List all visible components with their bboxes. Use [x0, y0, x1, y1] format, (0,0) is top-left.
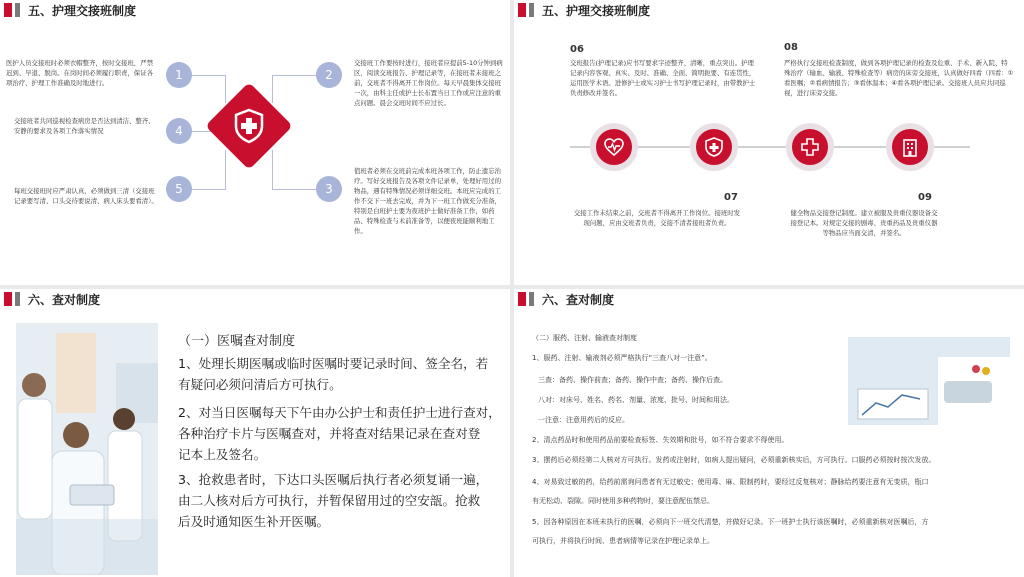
connector-2: [272, 75, 316, 76]
item-06-text: 交班报告(护理记录)应书写要求字迹整齐、清晰，重点突出。护理记录内容客观、真实、及时、准确、全面、简明扼要、有连贯性，运用医学术语。进修护士或实习护士书写护理记录时，由带教护士负责修改并签名。: [570, 59, 756, 97]
slide-header: [514, 0, 650, 20]
slide-handover-1: [0, 0, 510, 285]
slide-title: 六、查对制度: [28, 292, 101, 307]
slide-title: 五、护理交接班制度: [542, 3, 651, 18]
hospital-building-icon: [901, 137, 919, 157]
slide-checking-1: [0, 289, 510, 577]
doctors-illustration: [16, 323, 158, 575]
header-accent-gray: [15, 3, 20, 17]
item-09-number: 09: [918, 192, 932, 203]
header-accent-gray: [529, 292, 534, 306]
rule-item-4b: 有无松动、裂隙。同时使用多种药物时，要注意配伍禁忌。: [532, 497, 714, 505]
step-circle-4: 4: [166, 118, 192, 144]
step-circle-2: 2: [316, 62, 342, 88]
rule-item-1: 1、服药、注射、输液剂必须严格执行“三查八对一注意”。: [532, 354, 712, 362]
connector-5: [192, 189, 226, 190]
medical-shield-icon: [233, 108, 265, 144]
rule-line-5: 记本上及签名。: [178, 447, 267, 462]
step-circle-3: 3: [316, 176, 342, 202]
rule-item-5: 5、因各种原因在本班未执行的医嘱，必须向下一班交代清楚，并做好记录。下一班护士执行该医嘱时，必须重新核对医嘱后，方: [532, 518, 929, 526]
slide-header: [514, 289, 614, 309]
slide-handover-2: [514, 0, 1024, 285]
item-07-text: 交接工作未结束之前，交班者不得离开工作岗位。接班时发现问题，应由交班者负责，交接不清者接班者负责。: [573, 209, 741, 227]
timeline-node-2: [690, 123, 738, 171]
item-08-text: 严格执行交接班检查制度，做到各项护理记录的检查及危重、手术、新入院、特殊治疗（输血、输液、特殊检查等）病房的床旁交接班，认真做好四看（四看：①看医嘱；②看病情报告；③看体温本；④看各项护理记录。交接班人员应共同巡视，进行床旁交接。: [784, 59, 1014, 97]
rule-line-4: 各种治疗卡片与医嘱查对，并将查对结果记录在查对登: [178, 426, 481, 441]
header-accent-red: [518, 3, 526, 17]
rule-line-1: 1、处理长期医嘱或临时医嘱时要记录时间、签全名，若: [178, 356, 489, 371]
heart-pulse-icon: [604, 138, 624, 156]
item-5-text: 每班交接班时应严肃认真，必须做到三清（交接班记录要写清、口头交待要说清、病人床头要看清）。: [14, 187, 158, 205]
rule-line-6: 3、抢救患者时，下达口头医嘱后执行者必须复诵一遍，: [178, 472, 489, 487]
rule-item-2: 2、清点药品时和使用药品前要检查标签、失效期和批号，如不符合要求不得使用。: [532, 436, 789, 444]
step-circle-5: 5: [166, 176, 192, 202]
rule-item-5b: 可执行，并将执行时间、患者病情等记录在护理记录单上。: [532, 537, 714, 545]
shield-cross-icon: [705, 137, 723, 157]
rule-line-7: 由二人核对后方可执行，并暂保留用过的空安瓿。抢救: [178, 493, 481, 508]
item-1-text: 医护人员交接班时必须衣帽整齐，按时交接班，严禁迟到、早退、脱岗。在岗时间必须履行职责，保证各项治疗、护理工作准确及时地进行。: [6, 59, 153, 87]
timeline-node-4: [886, 123, 934, 171]
header-accent-red: [518, 292, 526, 306]
office-photo: [848, 337, 1010, 425]
item-07-number: 07: [724, 192, 738, 203]
rule-item-4: 4、对易致过敏的药，给药前需询问患者有无过敏史；使用毒、麻、限制药时，要经过反复核对；静脉给药要注意有无变质，瓶口: [532, 478, 929, 486]
item-06-number: 06: [570, 44, 584, 55]
rule-line-3: 2、对当日医嘱每天下午由办公护士和责任护士进行查对，: [178, 405, 501, 420]
rule-item-1a: 三查：备药、操作前查；备药、操作中查；备药、操作后查。: [538, 376, 727, 384]
step-circle-1: 1: [166, 62, 192, 88]
item-2-text: 交接班工作要按时进行，接班者应提前5-10分钟到病区，阅读交班报告、护理记录等，在接班者未接班之前，交班者不得离开工作岗位。每天早晨集体交接班一次，由科主任或护士长布置当日工作或应注意的重点问题。晨会交班时间不应过长。: [354, 59, 503, 107]
item-4-text: 交接班者共同巡视检查病房是否达到清洁、整齐、安静的要求及各项工作落实情况: [14, 117, 155, 135]
timeline-node-3: [786, 123, 834, 171]
header-accent-red: [4, 3, 12, 17]
slide-title: 五、护理交接班制度: [28, 3, 137, 18]
section-heading: （一）医嘱查对制度: [178, 334, 296, 349]
slide-title: 六、查对制度: [542, 292, 615, 307]
rule-item-1b: 八对：对床号、姓名、药名、剂量、浓度、批号、时间和用法。: [538, 396, 734, 404]
slide-header: [0, 289, 100, 309]
rule-item-3: 3、摆药后必须经第二人核对方可执行。发药或注射时，如病人提出疑问，必须重新核实后，方可执行。口服药必须按时按次发放。: [532, 456, 936, 464]
section-heading: （二）服药、注射、输液查对制度: [532, 334, 637, 342]
connector-3: [272, 189, 316, 190]
rule-line-2: 有疑问必须问清后方可执行。: [178, 377, 342, 392]
slide-checking-2: [514, 289, 1024, 577]
medical-cross-icon: [800, 137, 820, 157]
item-3-text: 值班者必须在交班前完成本班各项工作，防止遗忘治疗。写好交班报告及各项文件记录单，处理好用过的物品，遇有特殊情况必须详细交班。本班应完成的工作不交下一班去完成，并为下一班工作做充分准备，特别是白班护士要为夜班护士做好准备工作，如药品、特殊检查与术前准备等，以便夜班能顺利地工作。: [354, 167, 501, 235]
item-09-text: 健全物品交接登记制度。建立被服及贵重仪器设备交接登记本。对规定交接的剧毒、贵重药品及贵重仪器等物品应当面交清，并签名。: [790, 209, 938, 237]
center-emblem: [218, 95, 280, 157]
timeline-node-1: [590, 123, 638, 171]
connector-1: [192, 75, 226, 76]
doctors-photo: [16, 323, 158, 575]
header-accent-gray: [15, 292, 20, 306]
header-accent-gray: [529, 3, 534, 17]
item-08-number: 08: [784, 42, 798, 53]
slide-header: [0, 0, 136, 20]
office-illustration: [848, 337, 1010, 425]
header-accent-red: [4, 292, 12, 306]
rule-line-8: 后及时通知医生补开医嘱。: [178, 514, 330, 529]
rule-item-1c: 一注意：注意用药后的反应。: [538, 416, 629, 424]
